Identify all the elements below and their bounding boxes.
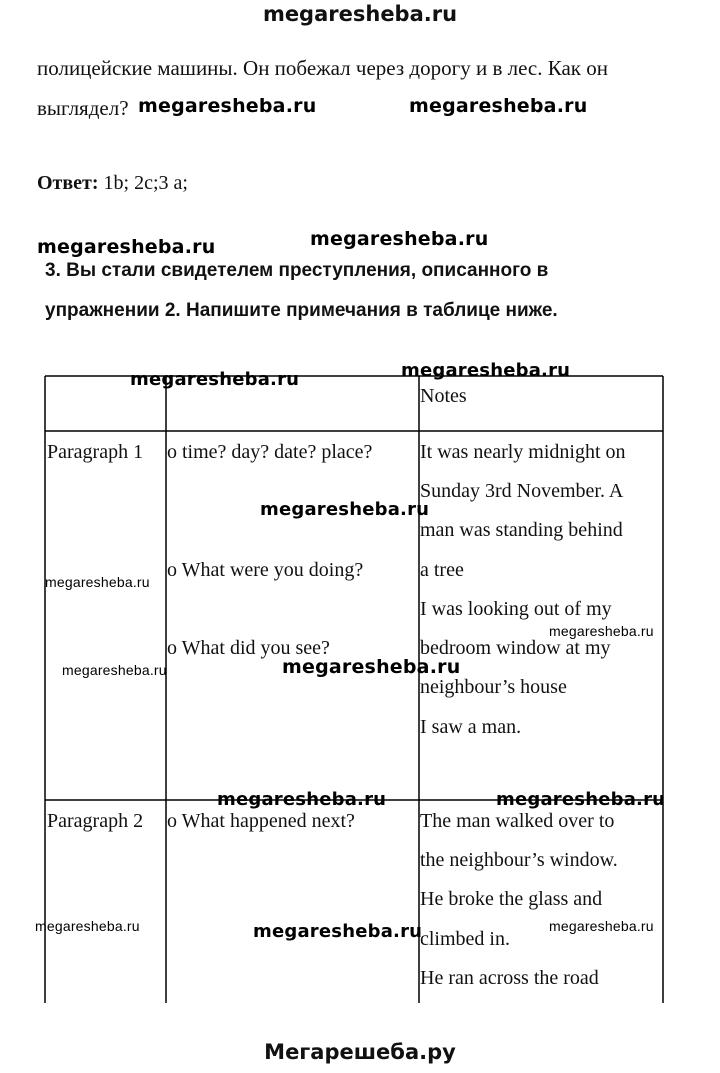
watermark: megaresheba.ru [310,228,489,250]
answer-label: Ответ: [37,172,99,194]
task-line-1: 3. Вы стали свидетелем преступления, описанного в [45,260,549,281]
row2-prompt-next: o What happened next? [167,810,355,832]
answer-value: 1b; 2c;3 a; [98,172,188,194]
watermark: megaresheba.ru [37,236,216,258]
watermark: megaresheba.ru [401,360,571,381]
row1-paragraph-label: Paragraph 1 [47,441,144,463]
row2-note-5: He ran across the road [420,967,599,989]
intro-line-1: полицейские машины. Он побежал через дорогу и в лес. Как он [37,56,608,80]
watermark: megaresheba.ru [253,921,423,942]
row2-paragraph-label: Paragraph 2 [47,810,144,832]
watermark: megaresheba.ru [138,95,317,117]
watermark: megaresheba.ru [409,95,588,117]
row1-note-1: It was nearly midnight on [420,441,626,463]
watermark: megaresheba.ru [217,789,387,810]
watermark: megaresheba.ru [45,574,150,590]
row1-note-7: neighbour’s house [420,676,567,698]
row2-note-4: climbed in. [420,928,510,950]
watermark: megaresheba.ru [496,789,666,810]
row1-note-6: bedroom window at my [420,637,611,659]
intro-line-2: выглядел? [37,96,129,120]
watermark: megaresheba.ru [549,918,654,934]
watermark: megaresheba.ru [549,623,654,639]
row2-note-1: The man walked over to [420,810,615,832]
watermark: megaresheba.ru [282,656,461,678]
watermark: megaresheba.ru [35,918,140,934]
site-header: megaresheba.ru [262,2,458,26]
row1-note-8: I saw a man. [420,716,522,738]
row1-note-5: I was looking out of my [420,598,612,620]
row1-prompt-doing: o What were you doing? [167,559,364,581]
watermark: megaresheba.ru [62,662,167,678]
row1-prompt-see: o What did you see? [167,637,330,659]
row1-note-4: a tree [420,559,464,581]
site-footer: Мегарешеба.ру [264,1040,456,1064]
task-line-2: упражнении 2. Напишите примечания в таблице ниже. [45,300,558,321]
notes-header: Notes [420,385,467,407]
row1-note-2: Sunday 3rd November. A [420,480,624,502]
row1-prompt-time: o time? day? date? place? [167,441,373,463]
row2-note-3: He broke the glass and [420,888,603,910]
row2-note-2: the neighbour’s window. [420,849,618,871]
row1-note-3: man was standing behind [420,519,623,541]
watermark: megaresheba.ru [130,369,300,390]
watermark: megaresheba.ru [260,499,430,520]
